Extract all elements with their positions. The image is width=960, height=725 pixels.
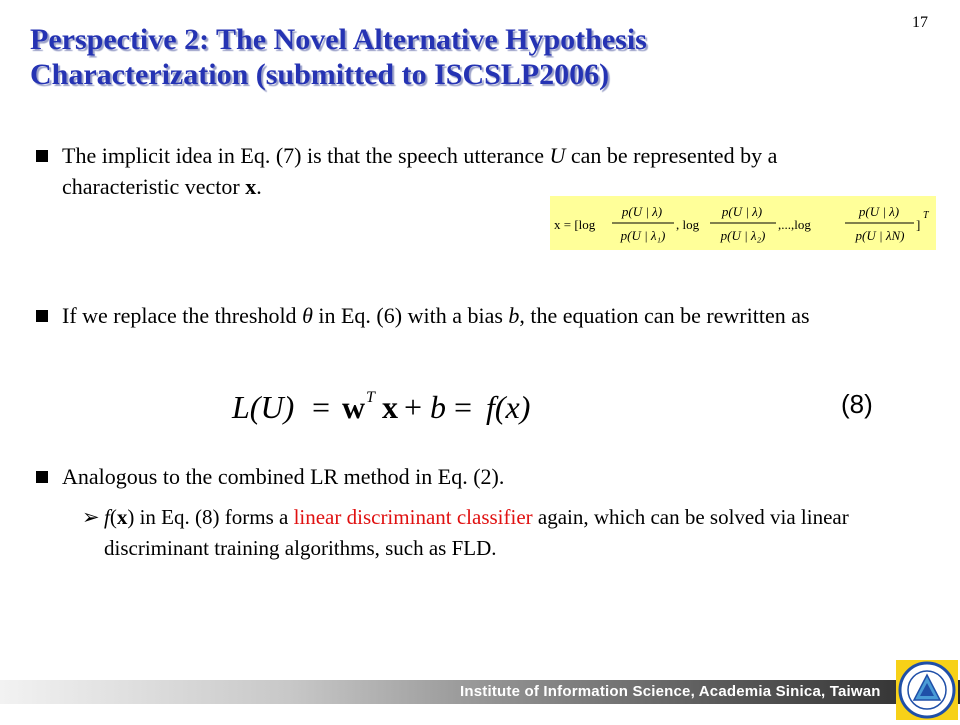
bullet-square-icon bbox=[36, 150, 48, 162]
bullet-square-icon bbox=[36, 310, 48, 322]
eq-x-frac2-num: p(U | λ) bbox=[721, 204, 763, 219]
eq8-equals-2: = bbox=[454, 389, 473, 425]
characteristic-vector-equation bbox=[550, 196, 936, 250]
slide-title bbox=[30, 22, 850, 92]
eq8-b: b bbox=[430, 389, 446, 425]
eq8-x: x bbox=[382, 389, 398, 425]
eq-x-frac1-den: p(U | λ₁) bbox=[620, 228, 666, 243]
page-number: 17 bbox=[912, 14, 928, 31]
eq8-plus: + bbox=[404, 389, 423, 425]
bullet-2 bbox=[36, 300, 896, 362]
bullet-3 bbox=[36, 461, 896, 492]
bullet-square-icon bbox=[36, 471, 48, 483]
slide-title-line-2: Characterization (submitted to ISCSLP2006) bbox=[30, 58, 610, 91]
bullet-2-text: If we replace the threshold θ in Eq. (6) with a bias b, the equation can be rewritten as bbox=[62, 303, 810, 328]
eq-x-frac3-den: p(U | λN) bbox=[855, 228, 905, 243]
eq-x-close: ] bbox=[916, 217, 921, 232]
eq-x-lhs: x = [log bbox=[554, 217, 596, 232]
equation-number: (8) bbox=[841, 389, 873, 419]
highlighted-term: linear discriminant classifier bbox=[293, 505, 533, 529]
equation-8 bbox=[230, 380, 560, 435]
bullet-1-text: The implicit idea in Eq. (7) is that the speech utterance U can be represented by a characteristic vector x. bbox=[62, 143, 778, 199]
eq-x-sep2: ,...,log bbox=[778, 217, 811, 232]
sub-bullet-text: f(x) in Eq. (8) forms a linear discriminant classifier again, which can be solved via linear discriminant training algorithms, such as FLD. bbox=[104, 505, 849, 560]
eq-x-frac3-num: p(U | λ) bbox=[858, 204, 900, 219]
eq-x-sep1: , log bbox=[676, 217, 700, 232]
eq8-equals-1: = bbox=[312, 389, 331, 425]
eq8-w: w bbox=[342, 389, 366, 425]
eq-x-frac1-num: p(U | λ) bbox=[621, 204, 663, 219]
academia-sinica-seal-icon bbox=[896, 660, 958, 720]
bullet-3-text: Analogous to the combined LR method in Eq. (2). bbox=[62, 464, 505, 489]
slide-title-line-1: Perspective 2: The Novel Alternative Hypothesis bbox=[30, 23, 647, 56]
eq-x-frac2-den: p(U | λ₂) bbox=[720, 228, 766, 243]
eq-x-transpose: T bbox=[923, 210, 929, 221]
sub-bullet bbox=[82, 502, 882, 564]
bullet-1 bbox=[36, 140, 896, 202]
footer-institute: Institute of Information Science, Academia Sinica, Taiwan bbox=[460, 683, 881, 700]
eq8-rhs: f(x) bbox=[486, 389, 531, 425]
eq8-lhs: L(U) bbox=[232, 389, 295, 425]
eq8-transpose: T bbox=[366, 389, 375, 406]
arrow-bullet-icon: ➢ bbox=[82, 505, 100, 529]
